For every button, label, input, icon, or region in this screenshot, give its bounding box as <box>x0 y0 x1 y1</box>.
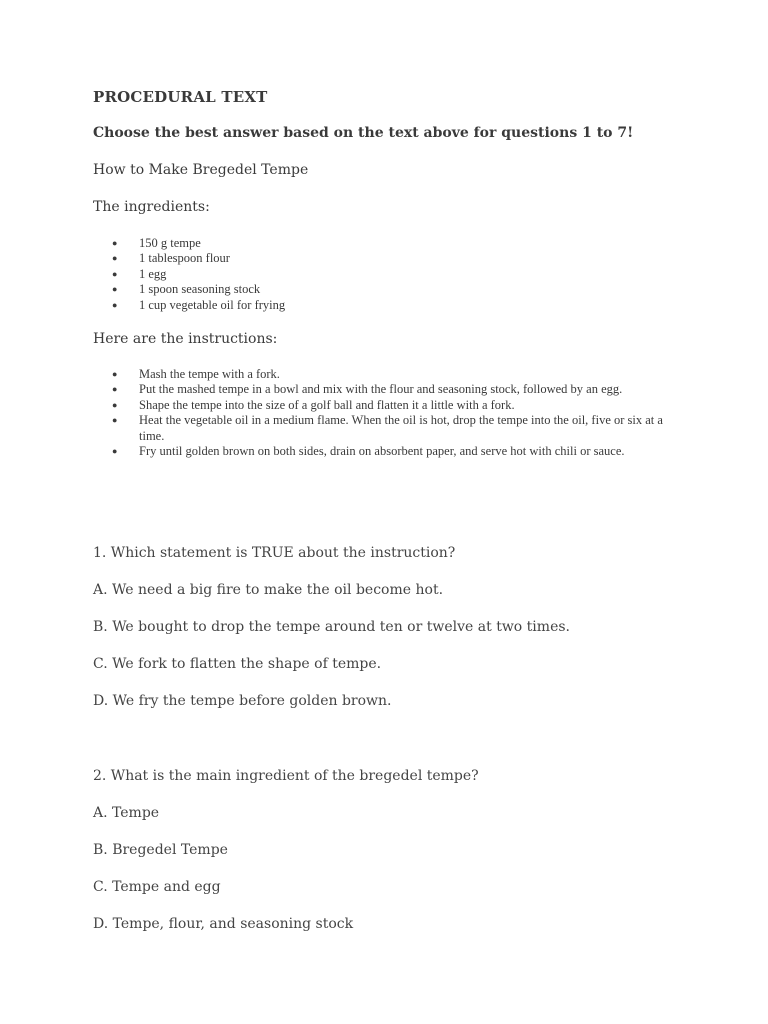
instructions-list <box>112 367 672 459</box>
bullet-icon: ● <box>112 384 118 395</box>
list-item <box>112 382 672 397</box>
question-2-option-c: C. Tempe and egg <box>93 879 221 895</box>
document-title: PROCEDURAL TEXT <box>93 88 268 106</box>
instruction-text: Shape the tempe into the size of a golf ball and flatten it a little with a fork. <box>139 397 515 412</box>
ingredients-heading: The ingredients: <box>93 199 210 215</box>
list-item <box>112 398 672 413</box>
ingredient-text: 150 g tempe <box>139 236 201 250</box>
bullet-icon: ● <box>112 238 118 248</box>
bullet-icon: ● <box>112 284 118 295</box>
recipe-title: How to Make Bregedel Tempe <box>93 162 309 178</box>
ingredient-text: 1 spoon seasoning stock <box>139 282 261 297</box>
bullet-icon: ● <box>112 268 118 279</box>
list-item <box>112 251 672 266</box>
question-2-option-a: A. Tempe <box>93 805 160 821</box>
bullet-icon: ● <box>112 399 118 410</box>
question-1-option-a: A. We need a big fire to make the oil become hot. <box>93 582 444 598</box>
question-1: 1. Which statement is TRUE about the instruction? <box>93 545 456 561</box>
ingredients-list <box>112 236 672 313</box>
question-2-option-b: B. Bregedel Tempe <box>93 842 228 858</box>
list-item <box>112 367 672 382</box>
bullet-icon: ● <box>112 446 118 457</box>
question-1-option-c: C. We fork to flatten the shape of tempe. <box>93 656 382 672</box>
question-instruction: Choose the best answer based on the text above for questions 1 to 7! <box>93 125 634 141</box>
instruction-text: Mash the tempe with a fork. <box>139 367 280 381</box>
list-item <box>112 298 672 313</box>
list-item <box>112 236 672 251</box>
ingredient-text: 1 tablespoon flour <box>139 251 230 266</box>
question-1-option-b: B. We bought to drop the tempe around ten or twelve at two times. <box>93 619 570 635</box>
ingredient-text: 1 cup vegetable oil for frying <box>139 297 286 312</box>
question-2-option-d: D. Tempe, flour, and seasoning stock <box>93 916 354 932</box>
instruction-text: Put the mashed tempe in a bowl and mix with the flour and seasoning stock, followed by an egg. <box>139 382 623 397</box>
list-item <box>112 282 672 297</box>
ingredient-text: 1 egg <box>139 266 167 281</box>
question-2: 2. What is the main ingredient of the bregedel tempe? <box>93 768 479 784</box>
list-item <box>112 267 672 282</box>
question-1-option-d: D. We fry the tempe before golden brown. <box>93 693 392 709</box>
bullet-icon: ● <box>112 299 118 310</box>
instruction-text: Fry until golden brown on both sides, drain on absorbent paper, and serve hot with chili or sauce. <box>139 444 625 459</box>
bullet-icon: ● <box>112 369 118 379</box>
instructions-heading: Here are the instructions: <box>93 331 278 347</box>
list-item <box>112 413 672 444</box>
bullet-icon: ● <box>112 415 118 426</box>
bullet-icon: ● <box>112 253 118 264</box>
instruction-text: Heat the vegetable oil in a medium flame. When the oil is hot, drop the tempe into the oil, five or six at a time. <box>139 413 663 443</box>
list-item <box>112 444 672 459</box>
